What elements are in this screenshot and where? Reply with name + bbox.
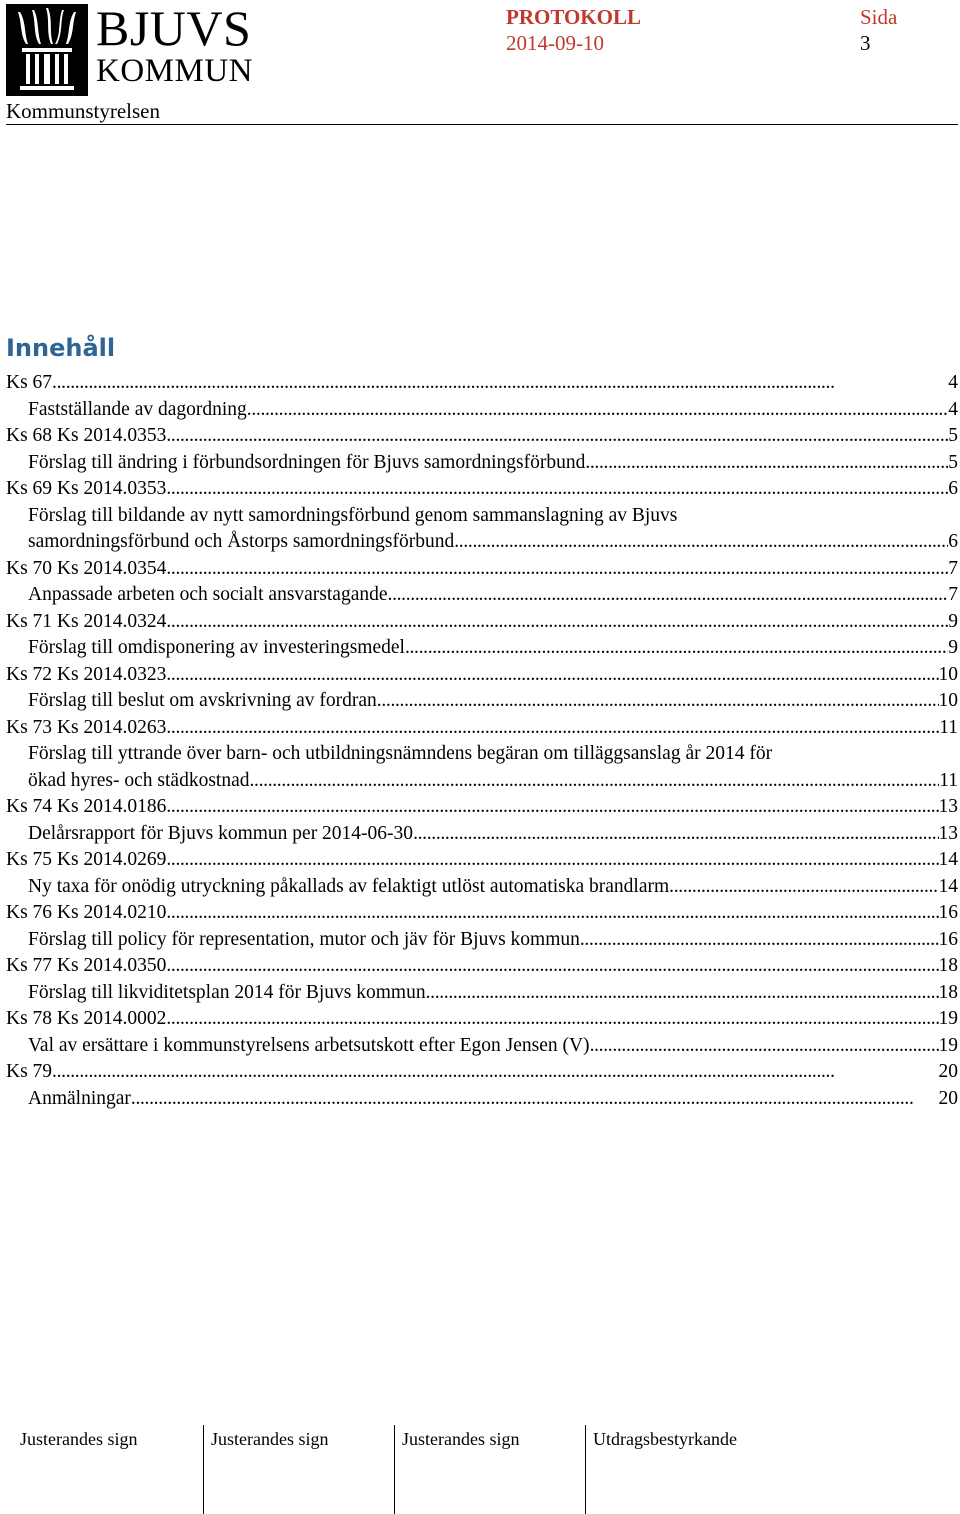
- toc-entry-page: 16: [938, 928, 958, 950]
- toc-entry-label: Ks 75 Ks 2014.0269: [6, 849, 167, 870]
- toc-entry-label: Ks 67: [6, 372, 53, 393]
- toc-entry-label: Anpassade arbeten och socialt ansvarstagande: [28, 584, 388, 605]
- signature-label: Justerandes sign: [402, 1429, 520, 1449]
- toc-dot-leader: [585, 450, 948, 477]
- toc-dot-leader: [166, 900, 938, 927]
- toc-dot-leader: [166, 715, 939, 742]
- toc-entry-page: 10: [938, 690, 958, 711]
- toc-dot-leader: [166, 609, 948, 636]
- toc-entry-page: 5: [948, 451, 958, 473]
- toc-dot-leader: [52, 1059, 938, 1086]
- toc-entry-label: Förslag till beslut om avskrivning av fordran: [28, 690, 377, 711]
- toc-entry-page: 20: [938, 1087, 958, 1109]
- toc-entry-label-continued: ökad hyres- och städkostnad: [28, 769, 250, 791]
- toc-entry[interactable]: [6, 556, 958, 583]
- toc-entry-page: 5: [948, 425, 958, 446]
- toc-entry-page: 18: [938, 981, 958, 1003]
- toc-dot-leader: [166, 794, 938, 821]
- toc-entry-label: Ks 79: [6, 1061, 53, 1082]
- toc-dot-leader: [166, 1006, 938, 1033]
- toc-entry-label: Ks 69 Ks 2014.0353: [6, 478, 167, 499]
- toc-entry[interactable]: [6, 794, 958, 821]
- signature-field: [593, 1425, 793, 1514]
- toc-entry-page: 11: [939, 769, 958, 791]
- toc-dot-leader: [413, 821, 938, 848]
- toc-dot-leader: [405, 635, 948, 662]
- toc-entry-page: 13: [938, 822, 958, 844]
- logo-text-kommun: KOMMUN: [96, 53, 254, 89]
- toc-dot-leader: [250, 768, 940, 795]
- toc-entry-page: 6: [948, 531, 958, 552]
- meeting-date: 2014-09-10: [506, 31, 604, 55]
- toc-entry-page: 13: [938, 796, 958, 817]
- toc-entry[interactable]: [6, 980, 958, 1007]
- page-label: Sida: [860, 5, 898, 29]
- toc-dot-leader: [426, 980, 939, 1007]
- toc-dot-leader: [669, 874, 938, 901]
- toc-entry-label: Delårsrapport för Bjuvs kommun per 2014-06-30: [28, 822, 414, 844]
- toc-entry[interactable]: [6, 1086, 958, 1113]
- toc-entry-label: Förslag till likviditetsplan 2014 för Bjuvs kommun: [28, 981, 426, 1003]
- toc-entry[interactable]: [6, 715, 958, 742]
- toc-entry-label: Ks 71 Ks 2014.0324: [6, 610, 167, 632]
- toc-entry[interactable]: [6, 397, 958, 424]
- toc-entry-label: Förslag till bildande av nytt samordningsförbund genom sammanslagning av Bjuvs: [28, 504, 678, 526]
- signature-label: Justerandes sign: [211, 1429, 329, 1449]
- toc-dot-leader: [377, 688, 939, 715]
- toc-entry[interactable]: [6, 874, 958, 901]
- document-type: PROTOKOLL: [506, 5, 641, 29]
- toc-entry-first-line[interactable]: [6, 741, 958, 768]
- toc-entry-label: Förslag till ändring i förbundsordningen för Bjuvs samordningsförbund: [28, 451, 586, 473]
- toc-entry[interactable]: [6, 635, 958, 662]
- signature-field: [402, 1425, 582, 1514]
- toc-entry-label: Ks 78 Ks 2014.0002: [6, 1008, 167, 1029]
- signature-divider: [585, 1425, 586, 1514]
- torch-emblem-icon: [6, 4, 88, 96]
- signature-divider: [203, 1425, 204, 1514]
- logo-text-bjuvs: BJUVS: [96, 0, 252, 56]
- toc-entry[interactable]: [6, 529, 958, 556]
- toc-entry[interactable]: [6, 476, 958, 503]
- toc-entry-label: Ks 72 Ks 2014.0323: [6, 663, 167, 685]
- toc-entry-label: Fastställande av dagordning: [28, 398, 247, 420]
- municipality-logo: [6, 0, 254, 96]
- toc-entry-label: Ny taxa för onödig utryckning påkallads av felaktigt utlöst automatiska brandlarm: [28, 875, 670, 897]
- toc-entry-page: 4: [948, 398, 958, 420]
- toc-dot-leader: [131, 1086, 939, 1113]
- toc-entry-first-line[interactable]: [6, 503, 958, 530]
- toc-entry-page: 7: [948, 584, 958, 605]
- toc-entry[interactable]: [6, 1059, 958, 1086]
- toc-entry-label: Förslag till policy för representation, mutor och jäv för Bjuvs kommun: [28, 928, 580, 950]
- toc-entry[interactable]: [6, 1006, 958, 1033]
- signature-label: Justerandes sign: [20, 1429, 138, 1449]
- toc-dot-leader: [166, 476, 948, 503]
- toc-entry[interactable]: [6, 688, 958, 715]
- toc-entry-page: 10: [938, 663, 958, 685]
- toc-dot-leader: [166, 662, 938, 689]
- toc-entry-page: 9: [948, 610, 958, 632]
- toc-entry[interactable]: [6, 450, 958, 477]
- toc-entry[interactable]: [6, 953, 958, 980]
- toc-entry[interactable]: [6, 370, 958, 397]
- page-number: 3: [860, 31, 871, 55]
- toc-dot-leader: [580, 927, 939, 954]
- toc-heading: Innehåll: [6, 334, 116, 362]
- header-divider: [6, 124, 958, 125]
- toc-entry-label: Ks 70 Ks 2014.0354: [6, 557, 167, 579]
- toc-dot-leader: [166, 847, 938, 874]
- toc-entry-page: 14: [938, 875, 958, 897]
- toc-dot-leader: [166, 423, 948, 450]
- toc-entry[interactable]: [6, 847, 958, 874]
- toc-entry-page: 4: [948, 372, 958, 393]
- toc-entry-page: 9: [948, 637, 958, 658]
- toc-entry-label: Förslag till omdisponering av investeringsmedel: [28, 637, 405, 658]
- toc-entry-page: 19: [938, 1034, 958, 1056]
- table-of-contents: [6, 370, 958, 1112]
- toc-entry-label: Ks 68 Ks 2014.0353: [6, 425, 167, 446]
- toc-entry-page: 20: [938, 1061, 958, 1082]
- toc-entry[interactable]: [6, 662, 958, 689]
- toc-dot-leader: [454, 529, 948, 556]
- toc-entry-page: 19: [938, 1008, 958, 1029]
- signature-label: Utdragsbestyrkande: [593, 1429, 737, 1449]
- toc-entry-label: Anmälningar: [28, 1087, 131, 1109]
- toc-dot-leader: [590, 1033, 939, 1060]
- toc-entry-page: 11: [939, 716, 958, 738]
- toc-entry-page: 7: [948, 557, 958, 579]
- toc-entry-label-continued: samordningsförbund och Åstorps samordningsförbund: [28, 531, 455, 552]
- organization-name: Kommunstyrelsen: [6, 99, 160, 123]
- toc-entry[interactable]: [6, 821, 958, 848]
- toc-entry-label: Förslag till yttrande över barn- och utbildningsnämndens begäran om tilläggsanslag år 2014 för: [28, 743, 773, 764]
- toc-entry-label: Ks 77 Ks 2014.0350: [6, 955, 167, 976]
- toc-entry[interactable]: [6, 582, 958, 609]
- toc-entry[interactable]: [6, 423, 958, 450]
- toc-entry-label: Ks 73 Ks 2014.0263: [6, 716, 167, 738]
- toc-entry-label: Val av ersättare i kommunstyrelsens arbetsutskott efter Egon Jensen (V): [28, 1034, 590, 1056]
- signature-field: [20, 1425, 200, 1514]
- toc-entry-page: 18: [938, 955, 958, 976]
- toc-entry-page: 6: [948, 478, 958, 499]
- signature-footer: [0, 1425, 960, 1514]
- signature-field: [211, 1425, 391, 1514]
- toc-entry[interactable]: [6, 927, 958, 954]
- signature-divider: [394, 1425, 395, 1514]
- toc-entry[interactable]: [6, 609, 958, 636]
- toc-entry[interactable]: [6, 768, 958, 795]
- toc-entry-label: Ks 74 Ks 2014.0186: [6, 796, 167, 817]
- toc-dot-leader: [247, 397, 948, 424]
- toc-dot-leader: [166, 556, 948, 583]
- toc-dot-leader: [52, 370, 948, 397]
- toc-dot-leader: [166, 953, 938, 980]
- toc-entry[interactable]: [6, 900, 958, 927]
- toc-entry[interactable]: [6, 1033, 958, 1060]
- toc-dot-leader: [388, 582, 949, 609]
- toc-entry-label: Ks 76 Ks 2014.0210: [6, 902, 167, 923]
- toc-entry-page: 16: [938, 902, 958, 923]
- toc-entry-page: 14: [938, 849, 958, 870]
